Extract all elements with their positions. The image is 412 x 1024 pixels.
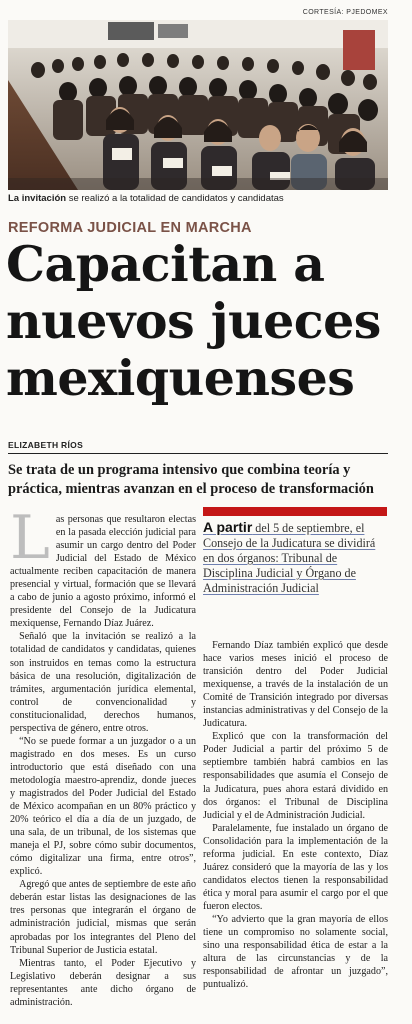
pull-quote xyxy=(203,507,387,596)
paragraph-2: Señaló que la invitación se realizó a la totalidad de candidatos y candidatas, quienes son instruidos en temas como la estructura básica de una resolución, digitalización de trámites, argumentación jurídica elemental, control de convencionalidad y constitucionalidad, derechos humanos, perspectiva de género, entre otros. xyxy=(10,631,196,734)
caption-lead: La invitación xyxy=(8,193,67,204)
news-photo-audience xyxy=(8,20,388,190)
paragraph-6: Fernando Díaz también explicó que desde hace varios meses inició el proceso de transición dentro del Poder Judicial mexiquense, a través de la instalación de un Comité de Transición integrado por diversas instancias administrativas y del Consejo de la Judicatura. xyxy=(203,640,388,730)
section-kicker: REFORMA JUDICIAL EN MARCHA xyxy=(8,220,252,236)
drop-cap: L xyxy=(10,503,50,573)
paragraph-1 xyxy=(10,503,196,630)
byline: ELIZABETH RÍOS xyxy=(8,440,84,450)
paragraph-9: “Yo advierto que la gran mayoría de ellos tiene un compromiso no solamente social, sino una responsabilidad ética de estar a la altura de las circunstancias y de la responsabilidad de afrontar un juzgado”, puntualizó. xyxy=(203,913,388,991)
byline-rule xyxy=(8,453,388,454)
deck-subheadline: Se trata de un programa intensivo que combina teoría y práctica, mientras avanzan en el proceso de transformación xyxy=(8,462,374,497)
audience-photo-illustration xyxy=(8,20,388,190)
photo-credit: CORTESÍA: PJEDOMEX xyxy=(302,9,388,16)
paragraph-3: “No se puede formar a un juzgador o a un magistrado en dos meses. Es un curso introductorio que está diseñado con una metodología maestro-aprendiz, donde jueces y magistrados del Poder Judicial del Estado de México acompañan en un 80% práctico y 20% teórico el día a día de un juzgado, de una sala, de un tribunal, de los sistemas que maneja el PJ, sobre cómo subir documentos, cómo digitalizar una firma, entre otros”, explicó. xyxy=(10,735,196,878)
pull-quote-text xyxy=(203,520,387,596)
paragraph-8: Paralelamente, fue instalado un órgano de Consolidación para la implementación de la reforma judicial. En este contexto, Díaz Juárez consideró que la mayoría de las y los candidatos electos tienen la responsabilidad ética y moral para asumir el cargo por el que fueron electos. xyxy=(203,822,388,912)
pull-quote-body: del 5 de septiembre, el Consejo de la Judicatura se dividirá en dos órganos: Tribunal de Disciplina Judicial y Órgano de Administración Judicial xyxy=(203,521,376,595)
article-column-1 xyxy=(10,503,196,1009)
headline: Capacitan a nuevos jueces mexiquenses xyxy=(6,235,381,407)
paragraph-4: Agregó que antes de septiembre de este año deberán estar listas las designaciones de las tres personas que integrarán el órgano de administración judicial, mismas que serán aprobadas por los integrantes del Pleno del Tribunal Superior de Justicia estatal. xyxy=(10,879,196,956)
caption-text: se realizó a la totalidad de candidatos y candidatas xyxy=(66,193,284,204)
paragraph-7: Explicó que con la transformación del Poder Judicial a partir del próximo 5 de septiembre también habrá cambios en las responsabilidades que asumía el Consejo de la Judicatura, pues ahora estará dividido en dos órganos: el Tribunal de Disciplina Judicial y el de Administración Judicial. xyxy=(203,731,388,821)
photo-caption xyxy=(8,193,392,204)
article-column-2 xyxy=(203,639,388,991)
pull-quote-lead: A partir xyxy=(203,519,253,535)
paragraph-1-text: as personas que resultaron electas en la pasada elección judicial para asumir un cargo dentro del Poder Judicial del Estado de México actualmente reciben capacitación de manera presencial y virtual, formación que se llevará a cabo de junio a agosto próximo, informó el presidente del Consejo de la Judicatura mexiquense, Fernando Díaz Juárez. xyxy=(10,514,196,630)
pull-quote-bar xyxy=(203,507,387,516)
paragraph-5: Mientras tanto, el Poder Ejecutivo y Legislativo deberán designar a sus representantes ante dicho órgano de administración. xyxy=(10,957,196,1008)
